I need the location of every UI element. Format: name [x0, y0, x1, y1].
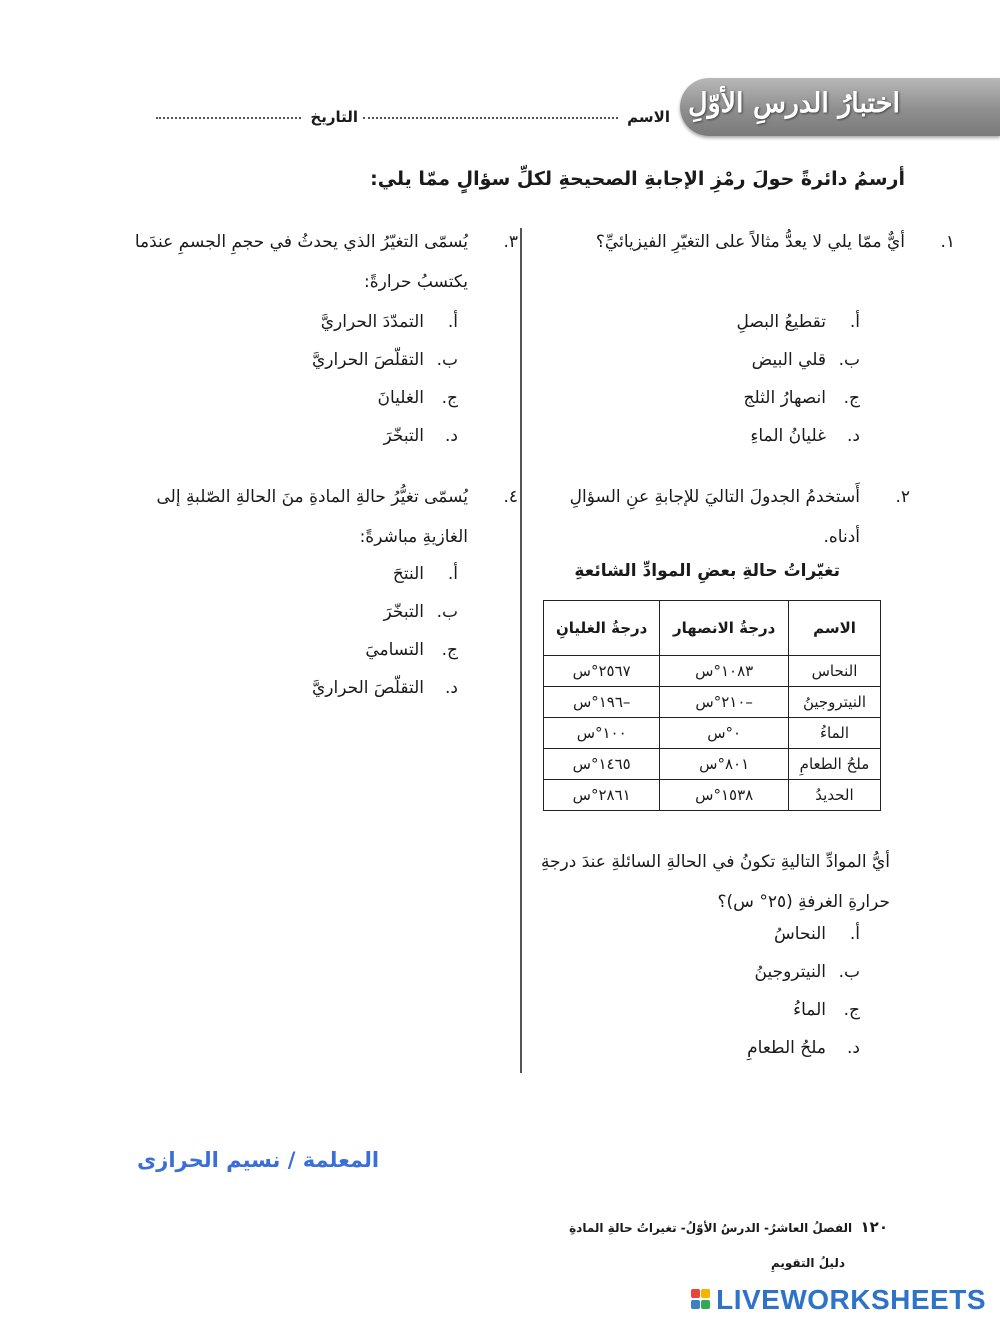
question-stem: أيٌّ ممّا يلي لا يعدُّ مثالاً على التغيّرِ الفيزيائيِّ؟	[595, 232, 905, 252]
option-a[interactable]: أ.النحاسُ	[774, 924, 860, 944]
header-name: الاسم	[788, 601, 880, 656]
name-dotted-line[interactable]	[363, 117, 618, 119]
question-stem: يُسمّى التغيّرُ الذي يحدثُ في حجمِ الجسمِ عندَما يكتسبُ حرارةً:	[134, 232, 468, 292]
question-number: ١.	[940, 232, 955, 252]
table-title: تغيّراتُ حالةِ بعضِ الموادِّ الشائعةِ	[574, 561, 840, 581]
question-stem: يُسمّى تغيُّرُ حالةِ المادةِ منَ الحالةِ الصّلبةِ إلى الغازيةِ مباشرةً:	[156, 487, 468, 547]
cell-melting: –٢١٠°س	[660, 687, 789, 718]
question-stem: أَستخدمُ الجدولَ التاليَ للإجابةِ عنِ السؤالِ أدناه.	[569, 487, 860, 547]
cell-boiling: ٢٥٦٧°س	[544, 656, 660, 687]
page-title: اختبارُ الدرسِ الأوّلِ	[687, 88, 900, 119]
table-row	[544, 687, 881, 718]
option-d[interactable]: د.التبخّرَ	[383, 426, 458, 446]
cell-boiling: –١٩٦°س	[544, 687, 660, 718]
cell-boiling: ١٠٠°س	[544, 718, 660, 749]
option-d[interactable]: د.التقلّصَ الحراريَّ	[312, 678, 458, 698]
chapter-label: الفصلُ العاشرُ- الدرسُ الأوّلُ- تغيراتُ حالةِ المادةِ	[569, 1221, 853, 1235]
instruction: أرسمُ دائرةً حولَ رمْزِ الإجابةِ الصحيحةِ لكلِّ سؤالٍ ممّا يلي:	[370, 168, 905, 190]
guide-label: دليلُ التقويمِ	[770, 1256, 845, 1270]
cell-melting: ٠°س	[660, 718, 789, 749]
option-d[interactable]: د.غليانُ الماءِ	[750, 426, 860, 446]
option-b[interactable]: ب.قلي البيض	[751, 350, 860, 370]
question-2	[530, 477, 910, 557]
cell-melting: ٨٠١°س	[660, 749, 789, 780]
cell-boiling: ١٤٦٥°س	[544, 749, 660, 780]
option-c[interactable]: ج.انصهارُ الثلج	[743, 388, 860, 408]
question-3	[133, 222, 518, 302]
page-footer	[569, 1218, 888, 1236]
header-boiling: درجةُ الغليانِ	[544, 601, 660, 656]
column-divider	[520, 228, 522, 1073]
cell-boiling: ٢٨٦١°س	[544, 780, 660, 811]
cell-name: الحديدُ	[788, 780, 880, 811]
logo-text: LIVEWORKSHEETS	[716, 1284, 987, 1315]
cell-melting: ١٠٨٣°س	[660, 656, 789, 687]
option-c[interactable]: ج.الماءُ	[793, 1000, 860, 1020]
option-d[interactable]: د.ملحُ الطعامِ	[747, 1038, 860, 1058]
question-4	[133, 477, 518, 557]
cell-name: ملحُ الطعامِ	[788, 749, 880, 780]
option-c[interactable]: ج.التساميَ	[365, 640, 458, 660]
header-melting: درجةُ الانصهار	[660, 601, 789, 656]
table-row	[544, 780, 881, 811]
option-b[interactable]: ب.النيتروجينُ	[754, 962, 860, 982]
name-field[interactable]	[363, 108, 670, 126]
question-1	[570, 222, 955, 262]
table-row	[544, 718, 881, 749]
question-number: ٢.	[895, 487, 910, 507]
page-number: ١٢٠	[860, 1218, 888, 1236]
table-row	[544, 749, 881, 780]
option-a[interactable]: أ.التمدّدَ الحراريَّ	[320, 312, 458, 332]
date-field[interactable]	[156, 108, 358, 126]
date-dotted-line[interactable]	[156, 117, 301, 119]
logo-grid-icon	[691, 1287, 711, 1313]
cell-melting: ١٥٣٨°س	[660, 780, 789, 811]
date-label: التاريخ	[310, 108, 358, 126]
teacher-signature: المعلمة / نسيم الحرازى	[137, 1148, 380, 1172]
question-number: ٤.	[503, 487, 518, 507]
option-c[interactable]: ج.الغليانَ	[377, 388, 458, 408]
option-b[interactable]: ب.التقلّصَ الحراريَّ	[312, 350, 458, 370]
question-number: ٣.	[503, 232, 518, 252]
cell-name: النيتروجينُ	[788, 687, 880, 718]
table-row	[544, 656, 881, 687]
title-banner	[680, 78, 1000, 136]
table-header-row	[544, 601, 881, 656]
option-a[interactable]: أ.النتحَ	[392, 564, 458, 584]
cell-name: الماءُ	[788, 718, 880, 749]
option-b[interactable]: ب.التبخّرَ	[383, 602, 458, 622]
question-2-prompt: أيُّ الموادِّ التاليةِ تكونُ في الحالةِ السائلةِ عندَ درجةِ حرارةِ الغرفةِ (٢٥° س)؟	[540, 852, 890, 912]
option-a[interactable]: أ.تقطيعُ البصلِ	[736, 312, 860, 332]
liveworksheets-logo[interactable]	[691, 1284, 986, 1316]
name-label: الاسم	[627, 108, 670, 126]
state-change-table	[543, 600, 881, 811]
cell-name: النحاس	[788, 656, 880, 687]
